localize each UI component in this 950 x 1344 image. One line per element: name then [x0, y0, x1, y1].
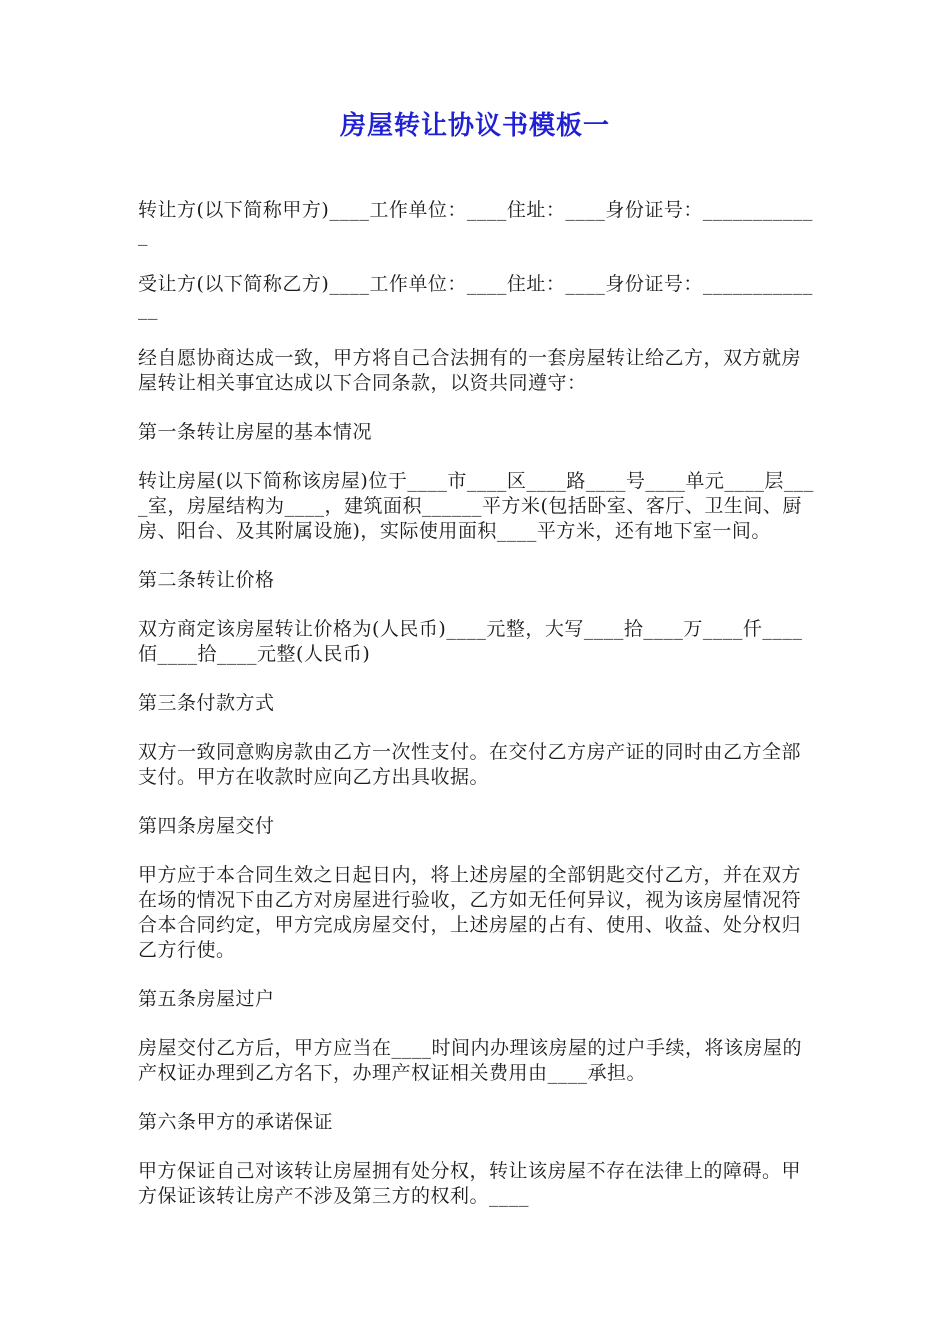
article-4-heading: 第四条房屋交付: [138, 815, 275, 837]
article-6-body: 甲方保证自己对该转让房屋拥有处分权，转让该房屋不存在法律上的障碍。甲方保证该转让房产不涉及第三方的权利。____: [138, 1160, 802, 1207]
article-3-body: 双方一致同意购房款由乙方一次性支付。在交付乙方房产证的同时由乙方全部支付。甲方在收款时应向乙方出具收据。: [138, 741, 802, 788]
article-1-body: 转让房屋(以下简称该房屋)位于____市____区____路____号____单元____层____室，房屋结构为____，建筑面积______平方米(包括卧室、客厅、卫生间、厨房、阳台、及其附属设施)，实际使用面积____平方米，还有地下室一间。: [138, 470, 814, 542]
article-2-body: 双方商定该房屋转让价格为(人民币)____元整，大写____拾____万____仟____佰____拾____元整(人民币): [138, 618, 803, 665]
article-4-body: 甲方应于本合同生效之日起日内，将上述房屋的全部钥匙交付乙方，并在双方在场的情况下由乙方对房屋进行验收，乙方如无任何异议，视为该房屋情况符合本合同约定，甲方完成房屋交付，上述房屋的占有、使用、收益、处分权归乙方行使。: [138, 864, 802, 961]
paragraph-transferor: 转让方(以下简称甲方)____工作单位：____住址：____身份证号：____________: [138, 199, 813, 246]
document-body: [138, 198, 818, 1233]
article-6-heading: 第六条甲方的承诺保证: [138, 1111, 334, 1133]
paragraph-preamble: 经自愿协商达成一致，甲方将自己合法拥有的一套房屋转让给乙方，双方就房屋转让相关事宜达成以下合同条款，以资共同遵守：: [138, 347, 802, 394]
article-3-heading: 第三条付款方式: [138, 692, 275, 714]
article-1-heading: 第一条转让房屋的基本情况: [138, 421, 373, 443]
article-5-heading: 第五条房屋过户: [138, 988, 275, 1010]
paragraph-transferee: 受让方(以下简称乙方)____工作单位：____住址：____身份证号：_____________: [138, 273, 813, 320]
article-5-body: 房屋交付乙方后，甲方应当在____时间内办理该房屋的过户手续，将该房屋的产权证办理到乙方名下，办理产权证相关费用由____承担。: [138, 1037, 803, 1084]
document-title: 房屋转让协议书模板一: [339, 111, 610, 141]
article-2-heading: 第二条转让价格: [138, 569, 275, 591]
